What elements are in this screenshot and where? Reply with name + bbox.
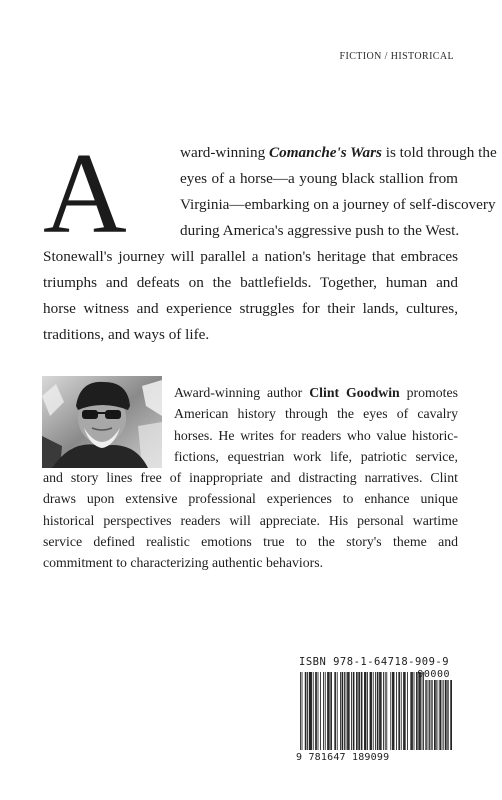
- barcode-bar: [370, 672, 371, 750]
- barcode-bar: [412, 672, 413, 750]
- barcode-bar: [362, 672, 363, 750]
- barcode-bar: [320, 672, 321, 750]
- bio-line: commitment to characterizing authentic behaviors.: [43, 555, 324, 571]
- category-label: FICTION / HISTORICAL: [339, 51, 454, 62]
- bio-line: service defined realistic emotions true to the story's theme and: [43, 534, 458, 550]
- book-title: Comanche's Wars: [269, 144, 382, 161]
- blurb-line: eyes of a horse—a young black stallion from: [180, 170, 458, 187]
- barcode-bar: [323, 672, 324, 750]
- barcode-bar: [305, 672, 306, 750]
- barcode-bar: [422, 672, 423, 750]
- barcode-bar: [442, 680, 443, 750]
- barcode-bar: [365, 672, 366, 750]
- barcode-bar: [445, 680, 446, 750]
- barcode-bar: [410, 672, 411, 750]
- blurb-line: Stonewall's journey will parallel a nation's heritage that embraces: [43, 248, 458, 265]
- barcode-bar: [429, 680, 430, 750]
- barcode-bar: [450, 680, 451, 750]
- barcode-bar: [300, 672, 301, 750]
- barcode-bar: [371, 672, 372, 750]
- barcode-bar: [426, 680, 427, 750]
- drop-cap: A: [43, 130, 127, 258]
- barcode-bar: [337, 672, 338, 750]
- barcode-bar: [383, 672, 384, 750]
- barcode-bar: [439, 680, 440, 750]
- author-name: Clint Goodwin: [309, 385, 400, 400]
- barcode-bar: [390, 672, 391, 750]
- barcode-bar: [330, 672, 331, 750]
- barcode-bar: [401, 672, 402, 750]
- barcode-bar: [420, 672, 421, 750]
- barcode-bar: [396, 672, 397, 750]
- barcode-bar: [432, 680, 433, 750]
- bio-line: and story lines free of inappropriate and distracting narratives. Clint: [43, 470, 458, 486]
- barcode-bar: [414, 672, 415, 750]
- barcode-bar: [416, 672, 417, 750]
- blurb-line: Virginia—embarking on a journey of self-discovery: [180, 196, 496, 213]
- barcode-bar: [329, 672, 330, 750]
- barcode-bar: [447, 680, 448, 750]
- barcode-bar: [358, 672, 359, 750]
- barcode-bar: [381, 672, 382, 750]
- barcode-bar: [419, 672, 420, 750]
- barcode-bar: [313, 672, 314, 750]
- barcode-bar: [435, 680, 436, 750]
- barcode-bar: [342, 672, 343, 750]
- barcode-bar: [375, 672, 376, 750]
- barcode-bar: [349, 672, 350, 750]
- bio-line: historical perspectives readers will appreciate. His personal wartime: [43, 512, 458, 528]
- barcode-bar: [306, 672, 307, 750]
- barcode-bar: [429, 680, 430, 750]
- barcode-bar: [445, 680, 446, 750]
- barcode-bar: [405, 672, 406, 750]
- barcode-bar: [427, 680, 428, 750]
- barcode-bar: [438, 680, 439, 750]
- barcode-bar: [347, 672, 348, 750]
- barcode-bar: [367, 672, 368, 750]
- barcode-bar: [361, 672, 362, 750]
- barcode-bar: [393, 672, 394, 750]
- barcode-bar: [325, 672, 326, 750]
- barcode-bar: [340, 672, 341, 750]
- barcode-bar: [378, 672, 379, 750]
- barcode-bar: [359, 672, 360, 750]
- barcode-bar: [357, 672, 358, 750]
- barcode-bar: [380, 672, 381, 750]
- isbn-barcode: [292, 652, 456, 769]
- barcode-bar: [404, 672, 405, 750]
- barcode-bar: [451, 680, 452, 750]
- barcode-bar: [366, 672, 367, 750]
- blurb-line: traditions, and ways of life.: [43, 326, 210, 343]
- barcode-bar: [311, 672, 312, 750]
- barcode-bar: [425, 680, 426, 750]
- barcode-bar: [392, 672, 393, 750]
- price-code: 90000: [417, 669, 450, 680]
- barcode-bar: [431, 680, 432, 750]
- barcode-bar: [440, 680, 441, 750]
- barcode-bar: [399, 672, 400, 750]
- barcode-bar: [310, 672, 311, 750]
- bio-line: Award-winning author Clint Goodwin promotes: [174, 385, 458, 400]
- barcode-bar: [373, 672, 374, 750]
- barcode-bar: [334, 672, 335, 750]
- barcode-bar: [417, 672, 418, 750]
- barcode-bar: [328, 672, 329, 750]
- blurb-line: ward-winning Comanche's Wars is told through the: [180, 144, 497, 161]
- barcode-bar: [379, 672, 380, 750]
- bio-line: draws upon extensive professional experiences to enhance unique: [43, 491, 458, 507]
- barcode-bar: [344, 672, 345, 750]
- barcode-bar: [307, 672, 308, 750]
- barcode-bar: [353, 672, 354, 750]
- author-bio: [43, 382, 458, 574]
- bio-line: American history through the eyes of cavalry: [174, 406, 458, 422]
- blurb-line: horse witness and experience struggles for their lands, cultures,: [43, 300, 458, 317]
- barcode-bar: [446, 680, 447, 750]
- barcode-bar: [407, 672, 408, 750]
- barcode-bar: [418, 672, 419, 750]
- barcode-bar: [443, 680, 444, 750]
- barcode-bar: [434, 680, 435, 750]
- barcode-bar: [364, 672, 365, 750]
- barcode-bar: [316, 672, 317, 750]
- barcode-bar: [430, 680, 431, 750]
- barcode-bar: [386, 672, 387, 750]
- barcode-bar: [398, 672, 399, 750]
- bio-line: fictions, equestrian work life, patriotic service,: [174, 448, 458, 464]
- barcode-bar: [327, 672, 328, 750]
- barcode-bar: [441, 680, 442, 750]
- barcode-bar: [354, 672, 355, 750]
- barcode-bar: [411, 672, 412, 750]
- ean-digits: 9 781647 189099: [296, 752, 390, 763]
- barcode-bar: [436, 680, 437, 750]
- barcode-bar: [318, 672, 319, 750]
- barcode-bar: [403, 672, 404, 750]
- barcode-bar: [342, 672, 343, 750]
- isbn-number: ISBN 978-1-64718-909-9: [299, 656, 450, 668]
- barcode-bar: [448, 680, 449, 750]
- barcode-bar: [348, 672, 349, 750]
- barcode-bar: [331, 672, 332, 750]
- barcode-bar: [423, 672, 424, 750]
- blurb-line: during America's aggressive push to the West.: [180, 222, 460, 239]
- barcode-bar: [451, 680, 452, 750]
- barcode-bar: [385, 672, 386, 750]
- barcode-bar: [302, 672, 303, 750]
- blurb-line: triumphs and defeats on the battlefields. Together, human and: [43, 274, 458, 291]
- barcode-bar: [309, 672, 310, 750]
- book-blurb: [43, 130, 497, 348]
- barcode-bar: [351, 672, 352, 750]
- barcode-bar: [377, 672, 378, 750]
- barcode-bar: [435, 680, 436, 750]
- barcode-bar: [346, 672, 347, 750]
- barcode-bar: [370, 672, 371, 750]
- barcode-bar: [335, 672, 336, 750]
- barcode-bar: [356, 672, 357, 750]
- barcode-bar: [315, 672, 316, 750]
- bio-line: horses. He writes for readers who value historic-: [174, 427, 458, 443]
- barcode-bar: [310, 672, 311, 750]
- barcode-bar: [394, 672, 395, 750]
